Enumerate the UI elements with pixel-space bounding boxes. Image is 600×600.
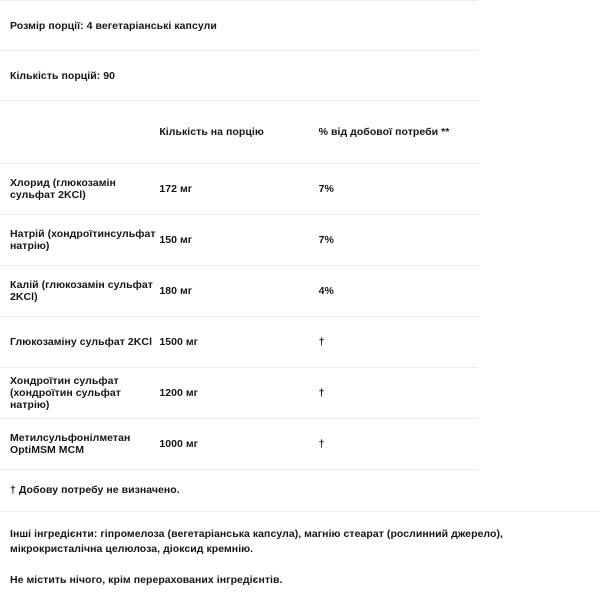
nutrient-amount: 150 мг: [159, 234, 193, 246]
nutrient-amount: 1000 мг: [159, 438, 199, 450]
nutrient-amount: 1500 мг: [159, 336, 199, 348]
nutrient-amount: 180 мг: [159, 285, 193, 297]
table-row: [0, 317, 478, 368]
nutrient-name: Глюкозаміну сульфат 2KCl: [10, 336, 153, 348]
table-row: [0, 266, 478, 317]
notes-section: [0, 511, 600, 588]
column-header-nutrient: [0, 101, 159, 164]
nutrient-dv: 4%: [318, 285, 334, 297]
nutrient-dv: †: [318, 336, 325, 348]
nutrient-dv: 7%: [318, 234, 334, 246]
serving-size-row: [0, 1, 478, 51]
table-row: [0, 215, 478, 266]
table-row: [0, 368, 478, 419]
nutrient-name: Калій (глюкозамін сульфат 2KCl): [10, 279, 153, 303]
other-ingredients-text: Інші інгредієнти: гіпромелоза (вегетаріанська капсула), магнію стеарат (рослинний джерело), мікрокристалічна целюлоза, діоксид кремнію.: [10, 527, 503, 555]
contains-statement-text: Не містить нічого, крім перерахованих інгредієнтів.: [10, 573, 283, 586]
table-header-row: [0, 101, 478, 164]
nutrient-name: Метилсульфонілметан OptiMSM MCM: [10, 432, 131, 456]
daily-value-footnote: † Добову потребу не визначено.: [10, 484, 180, 497]
serving-size-label: Розмір порції: 4 вегетаріанські капсули: [10, 19, 217, 32]
column-header-percent-daily-value: % від добової потреби **: [318, 125, 450, 138]
nutrient-amount: 172 мг: [159, 183, 193, 195]
nutrient-dv: 7%: [318, 183, 334, 195]
nutrient-name: Хондроїтин сульфат (хондроїтин сульфат натрію): [10, 375, 121, 411]
table-row: [0, 419, 478, 470]
nutrient-name: Натрій (хондроїтинсульфат натрію): [10, 228, 156, 252]
table-row: [0, 164, 478, 215]
servings-per-container-label: Кількість порцій: 90: [10, 69, 116, 82]
servings-per-container-row: [0, 51, 478, 101]
nutrient-name: Хлорид (глюкозамін сульфат 2KCl): [10, 177, 116, 201]
nutrient-amount: 1200 мг: [159, 387, 199, 399]
column-header-amount-per-serving: Кількість на порцію: [159, 125, 264, 138]
daily-value-footnote-row: [0, 470, 478, 511]
nutrient-dv: †: [318, 387, 325, 399]
nutrient-dv: †: [318, 438, 325, 450]
